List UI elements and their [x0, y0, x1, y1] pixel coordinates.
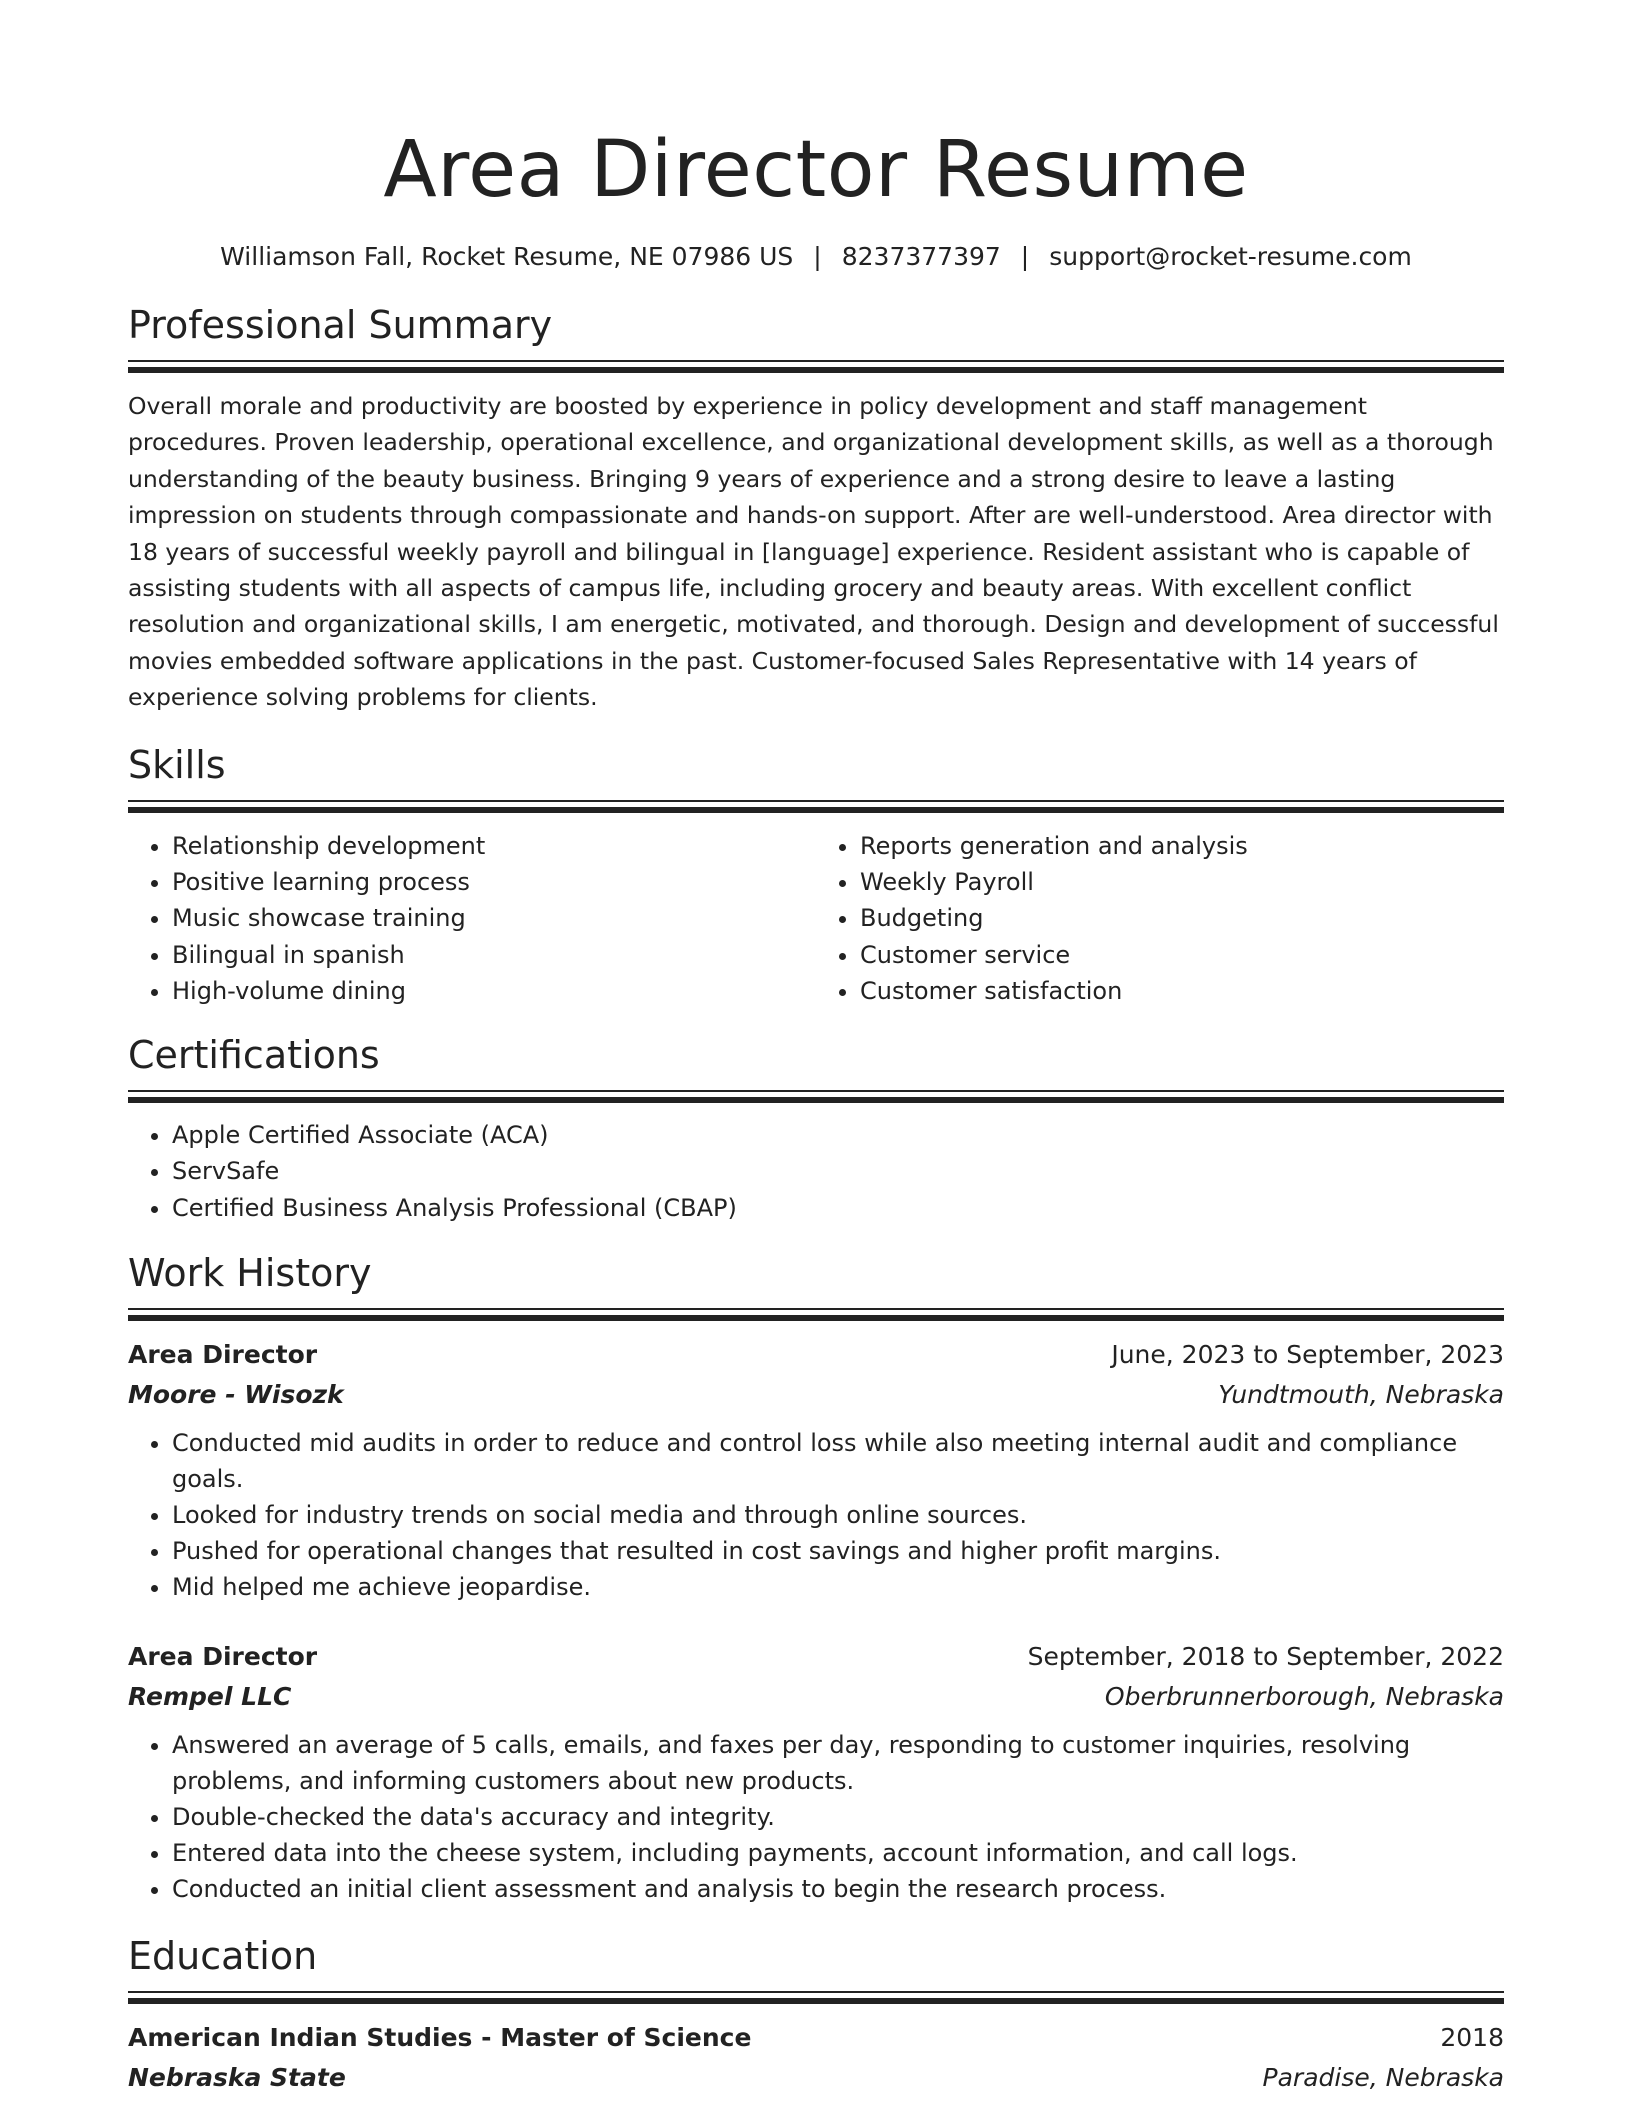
skill-item: • Relationship development [172, 828, 816, 864]
section-divider [128, 800, 1504, 813]
job-location: Oberbrunnerborough, Nebraska [1104, 1681, 1504, 1711]
contact-separator: | [813, 242, 822, 271]
job-header [128, 1335, 1504, 1375]
contact-address: Williamson Fall, Rocket Resume, NE 07986 US [220, 242, 794, 271]
skill-item: • Music showcase training [172, 900, 816, 936]
section-heading: Professional Summary [128, 303, 553, 347]
section-divider [128, 1090, 1504, 1103]
education-subheader [128, 2058, 1504, 2098]
certification-item: • ServSafe [172, 1153, 1504, 1189]
job-entry [128, 1637, 1504, 1907]
job-bullet: • Answered an average of 5 calls, emails, and faxes per day, responding to customer inquiries, resolving problems, and informing customers about new products. [172, 1727, 1504, 1799]
contact-phone: 8237377397 [841, 242, 1001, 271]
certification-item: • Apple Certified Associate (ACA) [172, 1117, 1504, 1153]
skills-column-right [816, 828, 1504, 1010]
skills-columns [128, 828, 1504, 1010]
certifications-section [128, 1032, 1504, 1226]
summary-section [128, 302, 1504, 716]
job-bullet: • Looked for industry trends on social media and through online sources. [172, 1497, 1504, 1533]
work-history-section [128, 1250, 1504, 1907]
skill-item: • Reports generation and analysis [860, 828, 1504, 864]
job-bullet: • Double-checked the data's accuracy and integrity. [172, 1799, 1504, 1835]
skill-item: • High-volume dining [172, 973, 816, 1009]
section-heading: Work History [128, 1250, 372, 1295]
job-entry [128, 1335, 1504, 1605]
job-bullet: • Entered data into the cheese system, including payments, account information, and call logs. [172, 1835, 1504, 1871]
job-subheader [128, 1677, 1504, 1717]
skill-item: • Customer service [860, 937, 1504, 973]
education-degree: American Indian Studies - Master of Science [128, 2022, 752, 2052]
education-header [128, 2018, 1504, 2058]
skill-item: • Weekly Payroll [860, 864, 1504, 900]
job-header [128, 1637, 1504, 1677]
section-heading: Skills [128, 742, 226, 787]
education-location: Paradise, Nebraska [1262, 2062, 1504, 2092]
section-divider [128, 360, 1504, 373]
job-dates: June, 2023 to September, 2023 [1111, 1339, 1504, 1369]
section-divider [128, 1308, 1504, 1321]
skill-item: • Bilingual in spanish [172, 937, 816, 973]
contact-email: support@rocket-resume.com [1049, 242, 1412, 271]
job-dates: September, 2018 to September, 2022 [1027, 1641, 1504, 1671]
skills-column-left [128, 828, 816, 1010]
summary-text: Overall morale and productivity are boosted by experience in policy development and staff management procedures. Proven leadership, operational excellence, and organizational development skills, as well as a thorough understanding of the beauty business. Bringing 9 years of experience and a strong desire to leave a lasting impression on students through compassionate and hands-on support. After are well-understood. Area director with 18 years of successful weekly payroll and bilingual in [language] experience. Resident assistant who is capable of assisting students with all aspects of campus life, including grocery and beauty areas. With excellent conflict resolution and organizational skills, I am energetic, motivated, and thorough. Design and development of successful movies embedded software applications in the past. Customer-focused Sales Representative with 14 years of experience solving problems for clients. [128, 392, 1499, 712]
job-subheader [128, 1375, 1504, 1415]
job-bullet: • Pushed for operational changes that resulted in cost savings and higher profit margins. [172, 1533, 1504, 1569]
education-school: Nebraska State [128, 2062, 346, 2092]
education-year: 2018 [1440, 2022, 1504, 2052]
job-bullet: • Mid helped me achieve jeopardise. [172, 1569, 1504, 1605]
job-bullet: • Conducted mid audits in order to reduce and control loss while also meeting internal audit and compliance goals. [172, 1425, 1504, 1497]
job-company: Moore - Wisozk [128, 1379, 344, 1409]
job-title: Area Director [128, 1641, 318, 1671]
skill-item: • Positive learning process [172, 864, 816, 900]
section-heading: Education [128, 1933, 318, 1978]
education-entry [128, 2018, 1504, 2098]
job-bullet: • Conducted an initial client assessment and analysis to begin the research process. [172, 1871, 1504, 1907]
job-location: Yundtmouth, Nebraska [1218, 1379, 1504, 1409]
certification-item: • Certified Business Analysis Professional (CBAP) [172, 1190, 1504, 1226]
contact-line [128, 240, 1504, 274]
job-company: Rempel LLC [128, 1681, 292, 1711]
job-title: Area Director [128, 1339, 318, 1369]
contact-separator: | [1020, 242, 1030, 271]
resume-page [128, 0, 1504, 2098]
section-heading: Certifications [128, 1032, 380, 1077]
skill-item: • Customer satisfaction [860, 973, 1504, 1009]
section-divider [128, 1991, 1504, 2004]
education-section [128, 1933, 1504, 2098]
skill-item: • Budgeting [860, 900, 1504, 936]
skills-section [128, 742, 1504, 1010]
resume-title: Area Director Resume [383, 125, 1249, 215]
